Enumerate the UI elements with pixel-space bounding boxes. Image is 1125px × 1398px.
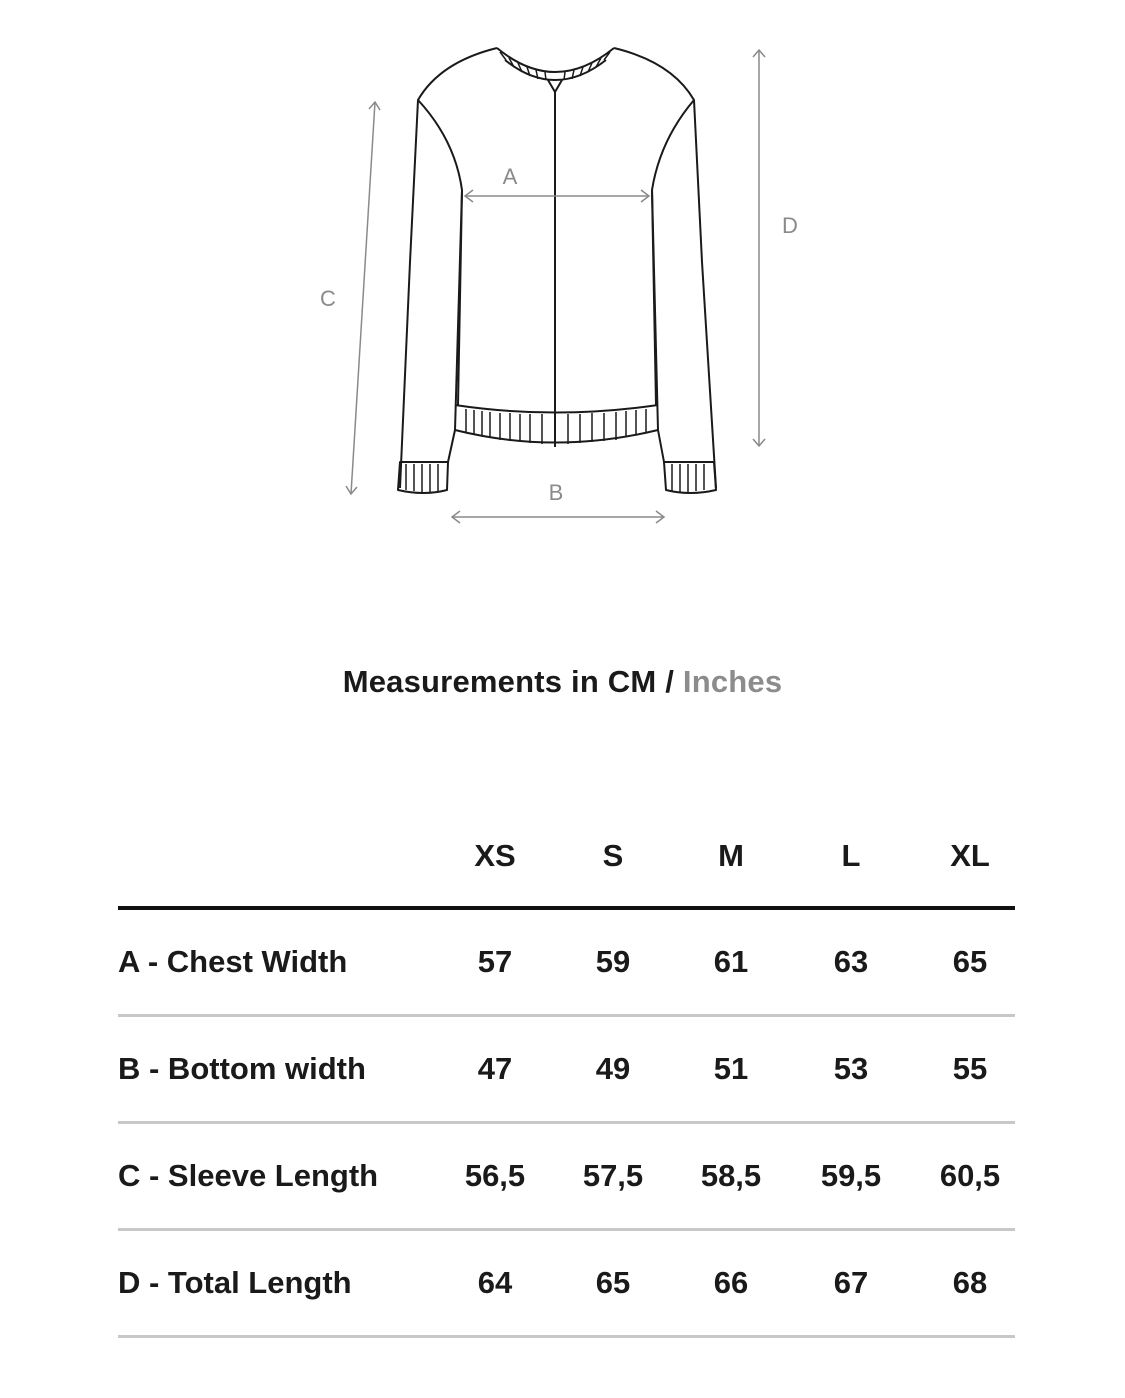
table-row-bottom-width xyxy=(118,1017,1015,1124)
table-cell: 59 xyxy=(595,944,631,979)
measurements-heading xyxy=(0,664,1125,700)
size-header-xs: XS xyxy=(474,838,516,873)
size-chart-table xyxy=(118,820,1015,1338)
row-label: B - Bottom width xyxy=(118,1051,366,1086)
table-cell: 66 xyxy=(713,1265,749,1300)
units-primary: Measurements in CM xyxy=(342,664,657,699)
total-length-arrow xyxy=(753,50,765,446)
table-cell: 68 xyxy=(952,1265,988,1300)
table-cell: 51 xyxy=(713,1051,749,1086)
table-cell: 47 xyxy=(477,1051,513,1086)
garment-diagram xyxy=(0,0,1125,560)
bottom-width-arrow xyxy=(452,511,664,523)
row-label: C - Sleeve Length xyxy=(118,1158,379,1193)
table-row-chest-width xyxy=(118,910,1015,1017)
table-cell: 53 xyxy=(833,1051,869,1086)
sleeve-length-arrow xyxy=(346,102,380,494)
table-cell: 55 xyxy=(952,1051,988,1086)
row-label: A - Chest Width xyxy=(118,944,348,979)
table-cell: 49 xyxy=(595,1051,631,1086)
table-cell: 60,5 xyxy=(939,1158,1001,1193)
chest-width-arrow xyxy=(465,190,649,202)
table-cell: 67 xyxy=(833,1265,869,1300)
units-inches-toggle[interactable]: Inches xyxy=(682,664,783,699)
row-label: D - Total Length xyxy=(118,1265,352,1300)
label-c: C xyxy=(320,286,336,311)
table-cell: 57 xyxy=(477,944,513,979)
size-header-m: M xyxy=(718,838,744,873)
table-cell: 64 xyxy=(477,1265,513,1300)
units-separator: / xyxy=(665,664,675,699)
size-header-s: S xyxy=(602,838,624,873)
label-a: A xyxy=(502,164,518,189)
table-header-row xyxy=(118,820,1015,910)
table-cell: 57,5 xyxy=(582,1158,644,1193)
table-cell: 59,5 xyxy=(820,1158,882,1193)
table-cell: 61 xyxy=(713,944,749,979)
label-b: B xyxy=(548,480,564,505)
table-cell: 63 xyxy=(833,944,869,979)
table-cell: 56,5 xyxy=(464,1158,526,1193)
table-cell: 65 xyxy=(952,944,988,979)
table-row-sleeve-length xyxy=(118,1124,1015,1231)
label-d: D xyxy=(782,213,798,238)
size-header-l: L xyxy=(841,838,861,873)
cardigan-illustration xyxy=(398,48,716,493)
table-cell: 58,5 xyxy=(700,1158,762,1193)
table-cell: 65 xyxy=(595,1265,631,1300)
size-header-xl: XL xyxy=(950,838,990,873)
table-row-total-length xyxy=(118,1231,1015,1338)
